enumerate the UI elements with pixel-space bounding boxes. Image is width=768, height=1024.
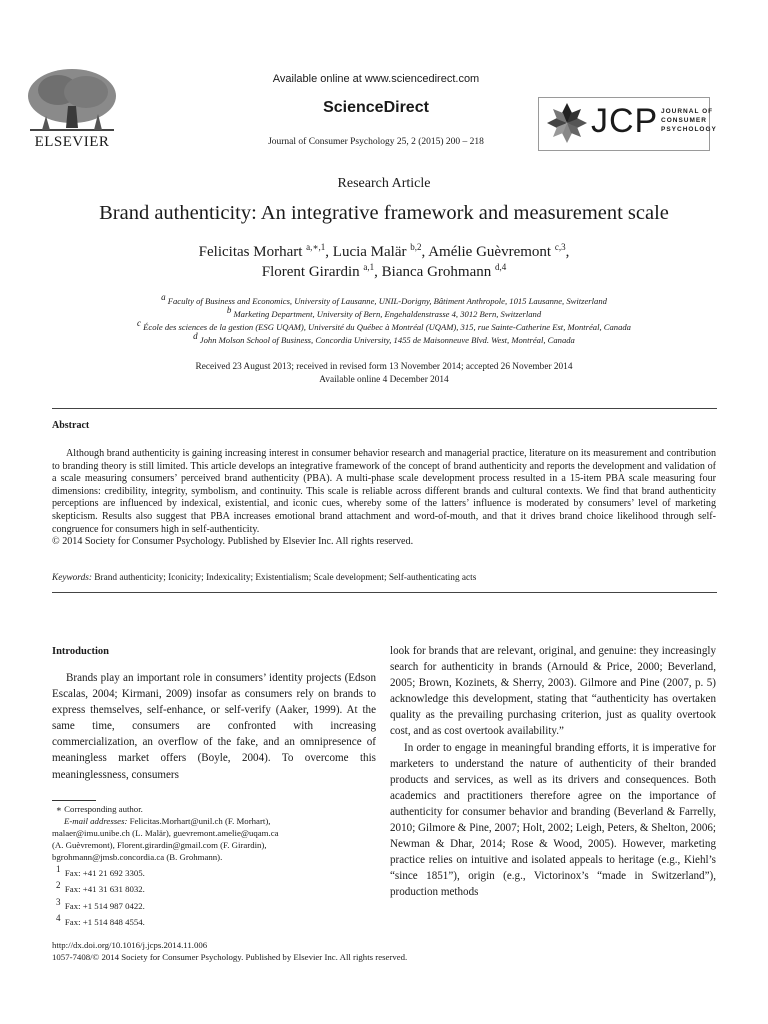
email-address[interactable]: Felicitas.Morhart@unil.ch (F. Morhart), — [129, 816, 271, 827]
keywords-list: Brand authenticity; Iconicity; Indexicality; Existentialism; Scale development; Self-authenticating acts — [94, 573, 477, 583]
author-separator: , — [374, 264, 382, 280]
footnote-fax — [52, 879, 376, 895]
author-affiliation-mark: d,4 — [494, 262, 507, 272]
affiliation — [0, 292, 768, 306]
available-online-text[interactable]: Available online at www.sciencedirect.com — [272, 73, 480, 85]
received-dates: Received 23 August 2013; received in revised form 13 November 2014; accepted 26 November 2014 — [195, 362, 573, 372]
author-name[interactable]: Lucia Malär — [332, 244, 407, 260]
affiliation-mark: c — [137, 318, 141, 328]
abstract-copyright: © 2014 Society for Consumer Psychology. Published by Elsevier Inc. All rights reserved. — [52, 536, 414, 548]
journal-citation: Journal of Consumer Psychology 25, 2 (2015) 200 – 218 — [268, 137, 484, 147]
jcp-subtitle — [661, 107, 717, 134]
affiliation-mark: d — [193, 331, 198, 341]
author-list-line — [0, 242, 768, 261]
author-separator: , — [565, 244, 570, 260]
section-heading-introduction: Introduction — [52, 646, 109, 657]
jcp-subtitle-line: PSYCHOLOGY — [661, 126, 717, 133]
body-column-left — [52, 670, 376, 783]
affiliation-text: Marketing Department, University of Bern, Engehaldenstrasse 4, 3012 Bern, Switzerland — [233, 308, 542, 319]
footnote-number: 3 — [56, 896, 61, 907]
footnote-email-line — [52, 815, 376, 827]
available-online-date: Available online 4 December 2014 — [319, 375, 449, 385]
publisher-name: ELSEVIER — [34, 134, 110, 150]
abstract-bottom-rule — [52, 592, 717, 593]
jcp-journal-logo — [538, 97, 717, 151]
footnote-fax — [52, 912, 376, 928]
email-label: E-mail addresses: — [64, 816, 128, 827]
article-title: Brand authenticity: An integrative framework and measurement scale — [99, 202, 669, 224]
page-footer — [52, 940, 716, 963]
body-paragraph: look for brands that are relevant, original, and genuine: they increasingly search for authenticity in brands (Arnould & Price, 2000; Beverland, 2005; Brown, Kozinets, & Sherry, 2003). Gilmore and Pine (2007, p. 5) acknowledge this development, stating that “authenticity has overtaken quality as the prevailing purchasing criterion, just as quality overtook cost, and as cost overtook availability.” — [390, 645, 716, 738]
author-affiliation-mark: a,1 — [363, 262, 375, 272]
author-separator: , — [421, 244, 429, 260]
affiliation-text: Faculty of Business and Economics, University of Lausanne, UNIL-Dorigny, Bâtiment Anthropole, 1015 Lausanne, Switzerland — [167, 295, 607, 306]
author-affiliation-mark: a,∗,1 — [306, 242, 326, 252]
abstract-heading: Abstract — [52, 420, 90, 431]
author-name[interactable]: Bianca Grohmann — [381, 264, 492, 280]
footnote-number: 2 — [56, 880, 61, 891]
author-name[interactable]: Amélie Guèvremont — [428, 244, 552, 260]
article-type: Research Article — [337, 176, 431, 191]
affiliation — [0, 305, 768, 319]
footnote-email-line[interactable]: bgrohmann@jmsb.concordia.ca (B. Grohmann). — [52, 852, 223, 863]
author-name[interactable]: Florent Girardin — [261, 264, 360, 280]
affiliation — [0, 318, 768, 332]
fax-text: Fax: +41 31 631 8032. — [64, 884, 145, 895]
footnote-number: 4 — [56, 912, 61, 923]
jcp-diamond-icon — [545, 101, 589, 145]
footnote-fax — [52, 896, 376, 912]
affiliation-text: John Molson School of Business, Concordia University, 1455 de Maisonneuve Blvd. West, Montréal, Canada — [199, 334, 575, 345]
issn-copyright: 1057-7408/© 2014 Society for Consumer Psychology. Published by Elsevier Inc. All rights reserved. — [52, 951, 408, 962]
abstract-body — [52, 448, 716, 549]
fax-text: Fax: +41 21 692 3305. — [64, 868, 145, 879]
doi-link[interactable]: http://dx.doi.org/10.1016/j.jcps.2014.11.006 — [52, 940, 208, 950]
footnote-number: 1 — [56, 864, 61, 875]
footnote-email-line[interactable]: malaer@imu.unibe.ch (L. Malär), guevremont.amelie@uqam.ca — [52, 828, 279, 839]
jcp-subtitle-line: JOURNAL OF — [661, 108, 714, 115]
jcp-subtitle-line: CONSUMER — [661, 117, 707, 124]
body-paragraph: Brands play an important role in consumers’ identity projects (Edson Escalas, 2004; Kirmani, 2009) insofar as consumers rely on brands to express themselves, self-enhance, or self-verify (Aaker, 1999). At the same time, consumers are confronted with increasing commercialization, an overflow of the fake, and an omnipresence of meaningless market offers (Boyle, 2004). To overcome this meaninglessness, consumers — [52, 672, 376, 781]
affiliation-mark: a — [161, 292, 166, 302]
footnote-email-line[interactable]: (A. Guèvremont), Florent.girardin@gmail.com (F. Girardin), — [52, 840, 267, 851]
abstract-top-rule — [52, 408, 717, 409]
author-separator: , — [325, 244, 333, 260]
fax-text: Fax: +1 514 848 4554. — [64, 916, 145, 927]
footnotes — [52, 803, 376, 928]
keywords-label: Keywords: — [52, 573, 92, 583]
author-affiliation-mark: b,2 — [410, 242, 422, 252]
author-list-line — [0, 262, 768, 281]
abstract-paragraph: Although brand authenticity is gaining increasing interest in consumer behavior research and managerial practice, literature on its measurement and contribution to branding theory is still limited. This article develops an integrative framework of the concept of brand authenticity and reports the development and validation of a scale measuring consumers’ perceived brand authenticity (PBA). A multi-phase scale development process resulted in a 15-item PBA scale measuring four dimensions: credibility, integrity, symbolism, and continuity. This scale is reliable across different brands and cultural contexts. We find that brand authenticity perceptions are influenced by indexical, existential, and iconic cues, whereby some of the latters’ influence is moderated by consumers’ level of marketing skepticism. Results also suggest that PBA increases emotional brand attachment and word-of-mouth, and that it drives brand choice likelihood through self-congruence for consumers high in self-authenticity. — [52, 448, 716, 535]
body-paragraph: In order to engage in meaningful branding efforts, it is imperative for marketers to understand the nature of authenticity of their branded products and services, as well as its drivers and consequences. Both academics and practitioners therefore agree on the importance of authenticity for consumer behavior and branding (Beverland & Farrelly, 2010; Gilmore & Pine, 2007; Holt, 2002; Leigh, Peters, & Shelton, 2006; Newman & Dhar, 2014; Rose & Wood, 2005). However, marketing practice relies on intuitive and isolated appeals to heritage (e.g., Kiehl’s “since 1851”), origin (e.g., Victorinox’s “made in Switzerland”), production methods — [390, 741, 717, 899]
footnote-fax — [52, 863, 376, 879]
footnote-rule — [52, 800, 96, 801]
author-name[interactable]: Felicitas Morhart — [198, 244, 303, 260]
jcp-letters: JCP — [591, 102, 659, 140]
footnote-corresponding: ∗ Corresponding author. — [56, 804, 143, 814]
fax-text: Fax: +1 514 987 0422. — [64, 900, 145, 911]
keywords-line — [52, 573, 716, 583]
affiliation-text: École des sciences de la gestion (ESG UQAM), Université du Québec à Montréal (UQAM), 315, rue Sainte-Catherine Est, Montréal, Canada — [143, 321, 631, 332]
affiliation — [0, 331, 768, 345]
body-column-right — [390, 643, 716, 901]
author-affiliation-mark: c,3 — [554, 242, 566, 252]
affiliation-mark: b — [226, 305, 232, 315]
sciencedirect-logo-text: ScienceDirect — [323, 99, 429, 116]
